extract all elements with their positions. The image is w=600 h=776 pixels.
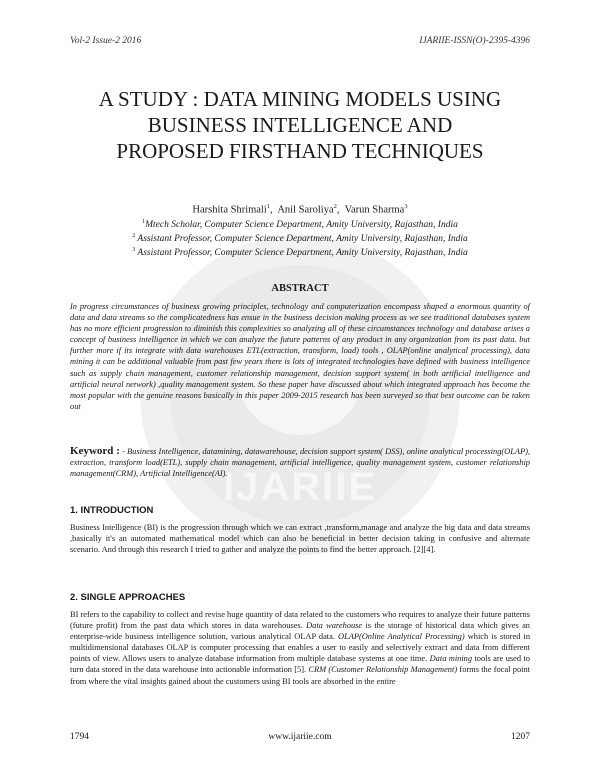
paragraph-text: tools are used to turn data stored in the data warehouse into actionable information [5]. [70,654,530,675]
keyword-label: Keyword : [70,445,120,457]
author-name: Anil Saroliya [277,204,334,216]
term-olap: OLAP(Online Analytical Processing) [338,632,465,642]
affiliation [60,233,540,244]
paragraph-text: is the storage of historical data which gives an enterprise-wide business intelligence solution, various analytical OLAP data. [70,621,530,642]
single-approaches-paragraph [70,609,530,687]
watermark-text: IJARIIE [222,465,378,509]
author-sup: 1 [266,203,271,210]
header-issn: IJARIIE-ISSN(O)-2395-4396 [419,36,530,46]
affiliation-sup: 2 [132,233,136,239]
section-heading-introduction: 1. INTRODUCTION [70,505,154,516]
section-heading-single-approaches: 2. SINGLE APPROACHES [70,592,186,603]
affiliation-text: Assistant Professor, Computer Science Department, Amity University, Rajasthan, India [137,248,468,259]
term-data-mining: Data mining [429,654,473,664]
title-line: A STUDY : DATA MINING MODELS USING [98,87,502,111]
term-crm: CRM (Customer Relationship Management) [308,665,458,675]
footer-page-id: 1794 [70,732,89,742]
abstract-text: In progress circumstances of business growing principles, technology and computerization encompass shaped a enormous quantity of data and data streams so the complicatedness has ensue in the business decision making process as we see traditional databases system has no more efficient progression to diminish this complexities so analyzing all of these circumstances technology and database arises a concept of business intelligence in which we can analyze the future patterns of any product in any organization from its past data. but further more if its integrate with data warehouses ETL(extraction, transform, load) tools , OLAP(online analytical processing), data mining it can be additional valuable from past few years there is lots of integrated technologies have defined with business intelligence such as supply chain management, customer relationship management, decision support system( in both artificial intelligence and artificial neural network) ,quality management system. So these paper have discussed about which integrated approach has become the most popular with the genuine reasons basically in this paper 2009-2015 research has been surveyed so that best outcome can be taken out [70,302,530,411]
term-data-warehouse: Data warehouse [306,621,363,631]
title-line: PROPOSED FIRSTHAND TECHNIQUES [116,139,484,163]
keyword-text: - Business Intelligence, datamining, datawarehouse, decision support system( DSS), online analytical processing(OLAP), extraction, transform load(ETL), supply chain management, artificial intelligence, quality management system, customer relationship management(CRM), Artificial Intelligence(AI). [70,447,530,479]
footer-page-number: 1207 [511,732,530,742]
author-name: Harshita Shrimali [192,204,267,216]
author-name: Varun Sharma [344,204,405,216]
footer-website: www.ijariie.com [268,732,332,742]
paragraph-text: BI refers to the capability to collect and revise huge quantity of data related to the customers who requires to analyze their future patterns (future profit) from the past data which stores in data warehouses. [70,610,530,631]
author-list: Harshita Shrimali$^1$, Anil Saroliya$^2$, Varun Sharma$^3$ [192,203,408,216]
affiliation [60,247,540,258]
keywords [70,446,530,479]
affiliation-sup: 3 [132,247,136,253]
author-sup: 2 [333,203,337,210]
author-sup: 3 [404,203,408,210]
abstract-heading: ABSTRACT [271,283,329,294]
introduction-paragraph: Business Intelligence (BI) is the progression through which we can extract ,transform,manage and analyze the big data and data streams ,basically it's an automated mathematical model which can also be beneficial in better decision taking in confusive and alternate scenario. And through this research I tried to gather and analyze the points to find the better approach. [2][4]. [70,523,530,555]
header-volume: Vol-2 Issue-2 2016 [70,36,142,46]
title-line: BUSINESS INTELLIGENCE AND [147,113,453,137]
affiliation [60,219,540,230]
paragraph-text: which is stored in multidimensional databases OLAP is computer processing that enables a user to easily and selectively extract and data from different points of view. Allows users to analyze database information from multiple database systems at one time. [70,632,531,664]
affiliation-text: Assistant Professor, Computer Science Department, Amity University, Rajasthan, India [137,234,468,245]
paper-title [60,86,540,164]
affiliation-text: Mtech Scholar, Computer Science Department, Amity University, Rajasthan, India [145,220,458,231]
paragraph-text: forms the focal point from where the vital insights gained about the customers using BI tools are absorbed in the entire [70,665,530,686]
affiliation-sup: 1 [142,219,146,225]
